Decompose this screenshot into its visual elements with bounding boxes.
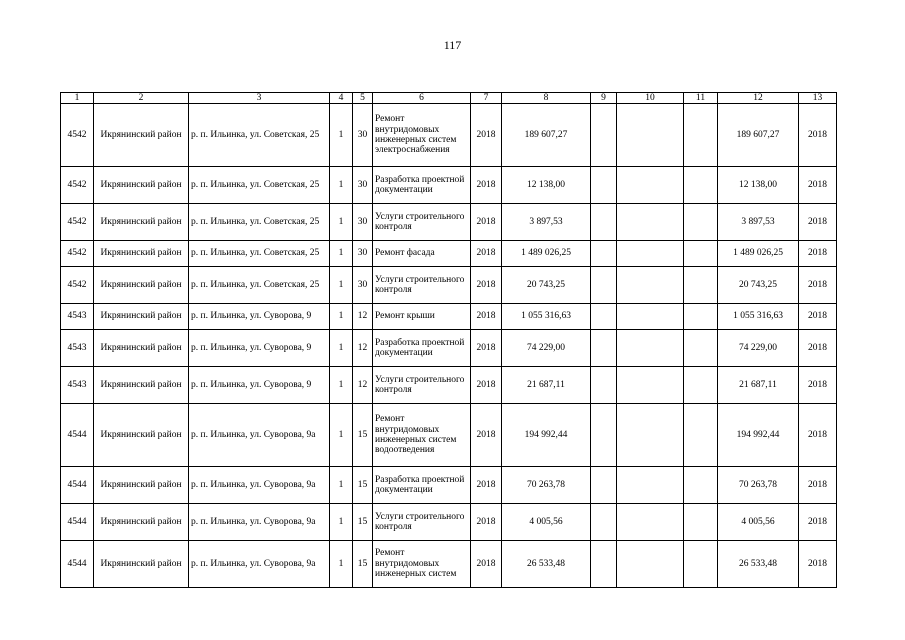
year-cell: 2018 [471, 304, 502, 330]
address-cell: р. п. Ильинка, ул. Советская, 25 [189, 267, 330, 304]
col-5-cell: 12 [353, 304, 373, 330]
column-number-row [61, 93, 837, 104]
table-row [61, 241, 837, 267]
col-9-cell [591, 367, 617, 404]
col-4-cell: 1 [330, 404, 353, 467]
year-cell: 2018 [471, 267, 502, 304]
year-cell: 2018 [471, 104, 502, 167]
col-10-cell [617, 404, 684, 467]
year-cell: 2018 [471, 167, 502, 204]
year-cell: 2018 [471, 467, 502, 504]
col-10-cell [617, 504, 684, 541]
address-cell: р. п. Ильинка, ул. Советская, 25 [189, 241, 330, 267]
col-9-cell [591, 267, 617, 304]
col-9-cell [591, 330, 617, 367]
end-year-cell: 2018 [799, 304, 837, 330]
col-10-cell [617, 467, 684, 504]
column-header: 10 [617, 93, 684, 104]
district-cell: Икрянинский район [94, 267, 189, 304]
col-4-cell: 1 [330, 204, 353, 241]
district-cell: Икрянинский район [94, 467, 189, 504]
district-cell: Икрянинский район [94, 541, 189, 588]
col-10-cell [617, 204, 684, 241]
row-id-cell: 4544 [61, 541, 94, 588]
col-10-cell [617, 330, 684, 367]
year-cell: 2018 [471, 330, 502, 367]
district-cell: Икрянинский район [94, 241, 189, 267]
col-9-cell [591, 504, 617, 541]
end-year-cell: 2018 [799, 104, 837, 167]
repair-program-table [60, 92, 837, 588]
col-10-cell [617, 241, 684, 267]
year-cell: 2018 [471, 541, 502, 588]
district-cell: Икрянинский район [94, 367, 189, 404]
column-header: 9 [591, 93, 617, 104]
col-4-cell: 1 [330, 367, 353, 404]
address-cell: р. п. Ильинка, ул. Суворова, 9 [189, 330, 330, 367]
col-5-cell: 30 [353, 204, 373, 241]
address-cell: р. п. Ильинка, ул. Советская, 25 [189, 204, 330, 241]
col-4-cell: 1 [330, 304, 353, 330]
col-5-cell: 15 [353, 404, 373, 467]
col-11-cell [684, 367, 718, 404]
col-11-cell [684, 404, 718, 467]
address-cell: р. п. Ильинка, ул. Суворова, 9 [189, 304, 330, 330]
col-4-cell: 1 [330, 267, 353, 304]
column-header: 3 [189, 93, 330, 104]
col-11-cell [684, 267, 718, 304]
column-header: 12 [718, 93, 799, 104]
col-4-cell: 1 [330, 104, 353, 167]
total-cell: 1 489 026,25 [718, 241, 799, 267]
total-cell: 189 607,27 [718, 104, 799, 167]
end-year-cell: 2018 [799, 167, 837, 204]
end-year-cell: 2018 [799, 367, 837, 404]
district-cell: Икрянинский район [94, 204, 189, 241]
cost-cell: 26 533,48 [502, 541, 591, 588]
column-header: 8 [502, 93, 591, 104]
district-cell: Икрянинский район [94, 104, 189, 167]
cost-cell: 21 687,11 [502, 367, 591, 404]
work-type-cell: Ремонт внутридомовых инженерных систем электроснабжения [373, 104, 471, 167]
end-year-cell: 2018 [799, 504, 837, 541]
col-10-cell [617, 541, 684, 588]
cost-cell: 12 138,00 [502, 167, 591, 204]
col-9-cell [591, 167, 617, 204]
district-cell: Икрянинский район [94, 330, 189, 367]
col-9-cell [591, 304, 617, 330]
table-row [61, 404, 837, 467]
work-type-cell: Ремонт внутридомовых инженерных систем [373, 541, 471, 588]
col-11-cell [684, 330, 718, 367]
row-id-cell: 4544 [61, 504, 94, 541]
col-11-cell [684, 304, 718, 330]
col-11-cell [684, 504, 718, 541]
table-row [61, 541, 837, 588]
table-row [61, 467, 837, 504]
address-cell: р. п. Ильинка, ул. Суворова, 9а [189, 467, 330, 504]
row-id-cell: 4542 [61, 241, 94, 267]
col-5-cell: 12 [353, 367, 373, 404]
col-11-cell [684, 167, 718, 204]
work-type-cell: Услуги строительного контроля [373, 204, 471, 241]
col-5-cell: 30 [353, 267, 373, 304]
end-year-cell: 2018 [799, 541, 837, 588]
col-10-cell [617, 167, 684, 204]
total-cell: 3 897,53 [718, 204, 799, 241]
column-header: 13 [799, 93, 837, 104]
col-9-cell [591, 467, 617, 504]
address-cell: р. п. Ильинка, ул. Суворова, 9а [189, 504, 330, 541]
total-cell: 21 687,11 [718, 367, 799, 404]
col-9-cell [591, 241, 617, 267]
col-11-cell [684, 241, 718, 267]
col-5-cell: 15 [353, 541, 373, 588]
total-cell: 12 138,00 [718, 167, 799, 204]
table-row [61, 204, 837, 241]
end-year-cell: 2018 [799, 330, 837, 367]
year-cell: 2018 [471, 204, 502, 241]
table-row [61, 330, 837, 367]
year-cell: 2018 [471, 504, 502, 541]
cost-cell: 20 743,25 [502, 267, 591, 304]
end-year-cell: 2018 [799, 467, 837, 504]
col-9-cell [591, 104, 617, 167]
total-cell: 20 743,25 [718, 267, 799, 304]
row-id-cell: 4543 [61, 304, 94, 330]
work-type-cell: Ремонт фасада [373, 241, 471, 267]
col-5-cell: 15 [353, 467, 373, 504]
cost-cell: 189 607,27 [502, 104, 591, 167]
end-year-cell: 2018 [799, 404, 837, 467]
column-header: 1 [61, 93, 94, 104]
row-id-cell: 4542 [61, 267, 94, 304]
row-id-cell: 4544 [61, 467, 94, 504]
column-header: 11 [684, 93, 718, 104]
column-header: 6 [373, 93, 471, 104]
col-4-cell: 1 [330, 504, 353, 541]
col-9-cell [591, 404, 617, 467]
column-header: 2 [94, 93, 189, 104]
address-cell: р. п. Ильинка, ул. Советская, 25 [189, 104, 330, 167]
page-number: 117 [443, 38, 462, 52]
col-4-cell: 1 [330, 241, 353, 267]
row-id-cell: 4542 [61, 204, 94, 241]
total-cell: 194 992,44 [718, 404, 799, 467]
total-cell: 4 005,56 [718, 504, 799, 541]
end-year-cell: 2018 [799, 241, 837, 267]
col-4-cell: 1 [330, 330, 353, 367]
year-cell: 2018 [471, 404, 502, 467]
column-header: 5 [353, 93, 373, 104]
total-cell: 70 263,78 [718, 467, 799, 504]
address-cell: р. п. Ильинка, ул. Советская, 25 [189, 167, 330, 204]
total-cell: 74 229,00 [718, 330, 799, 367]
col-10-cell [617, 104, 684, 167]
col-11-cell [684, 204, 718, 241]
col-11-cell [684, 104, 718, 167]
district-cell: Икрянинский район [94, 167, 189, 204]
column-header: 4 [330, 93, 353, 104]
table-row [61, 167, 837, 204]
row-id-cell: 4543 [61, 367, 94, 404]
col-5-cell: 30 [353, 241, 373, 267]
col-11-cell [684, 541, 718, 588]
row-id-cell: 4542 [61, 104, 94, 167]
col-11-cell [684, 467, 718, 504]
row-id-cell: 4544 [61, 404, 94, 467]
cost-cell: 74 229,00 [502, 330, 591, 367]
col-5-cell: 30 [353, 167, 373, 204]
column-header: 7 [471, 93, 502, 104]
address-cell: р. п. Ильинка, ул. Суворова, 9а [189, 541, 330, 588]
table-row [61, 104, 837, 167]
district-cell: Икрянинский район [94, 304, 189, 330]
cost-cell: 1 489 026,25 [502, 241, 591, 267]
cost-cell: 3 897,53 [502, 204, 591, 241]
col-10-cell [617, 367, 684, 404]
year-cell: 2018 [471, 241, 502, 267]
col-9-cell [591, 204, 617, 241]
work-type-cell: Ремонт крыши [373, 304, 471, 330]
col-10-cell [617, 267, 684, 304]
work-type-cell: Разработка проектной документации [373, 167, 471, 204]
col-4-cell: 1 [330, 541, 353, 588]
cost-cell: 1 055 316,63 [502, 304, 591, 330]
col-5-cell: 12 [353, 330, 373, 367]
col-5-cell: 15 [353, 504, 373, 541]
district-cell: Икрянинский район [94, 504, 189, 541]
total-cell: 1 055 316,63 [718, 304, 799, 330]
table-row [61, 504, 837, 541]
row-id-cell: 4542 [61, 167, 94, 204]
work-type-cell: Ремонт внутридомовых инженерных систем водоотведения [373, 404, 471, 467]
work-type-cell: Разработка проектной документации [373, 330, 471, 367]
col-4-cell: 1 [330, 167, 353, 204]
address-cell: р. п. Ильинка, ул. Суворова, 9 [189, 367, 330, 404]
col-5-cell: 30 [353, 104, 373, 167]
total-cell: 26 533,48 [718, 541, 799, 588]
table-row [61, 304, 837, 330]
work-type-cell: Услуги строительного контроля [373, 367, 471, 404]
cost-cell: 70 263,78 [502, 467, 591, 504]
end-year-cell: 2018 [799, 267, 837, 304]
col-4-cell: 1 [330, 467, 353, 504]
table-row [61, 367, 837, 404]
col-10-cell [617, 304, 684, 330]
work-type-cell: Услуги строительного контроля [373, 504, 471, 541]
work-type-cell: Разработка проектной документации [373, 467, 471, 504]
address-cell: р. п. Ильинка, ул. Суворова, 9а [189, 404, 330, 467]
col-9-cell [591, 541, 617, 588]
work-type-cell: Услуги строительного контроля [373, 267, 471, 304]
cost-cell: 4 005,56 [502, 504, 591, 541]
row-id-cell: 4543 [61, 330, 94, 367]
year-cell: 2018 [471, 367, 502, 404]
district-cell: Икрянинский район [94, 404, 189, 467]
table-row [61, 267, 837, 304]
cost-cell: 194 992,44 [502, 404, 591, 467]
end-year-cell: 2018 [799, 204, 837, 241]
